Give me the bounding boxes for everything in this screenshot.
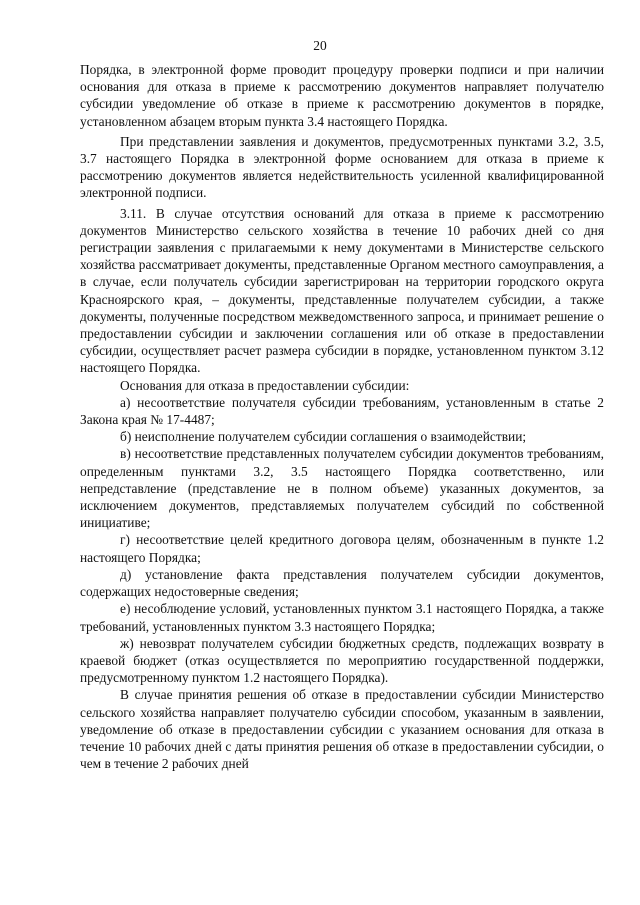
paragraph-continuation: Порядка, в электронной форме проводит процедуру проверки подписи и при наличии основания для отказа в приеме к рассмотрению документов направляет получателю субсидии уведомление об отказе в приеме к рассмотрению документов в порядке, установленном абзацем вторым пункта 3.4 настоящего Порядка. [80, 62, 604, 129]
list-item-v: в) несоответствие представленных получателем субсидии документов требованиям, определенным пунктами 3.2, 3.5 настоящего Порядка соответственно, или непредставление (представление не в полном объеме) указанных документов, за исключением документов, представляемых получателем субсидий по собственной инициативе; [80, 446, 604, 531]
page-number: 20 [313, 38, 327, 53]
paragraph-3-11: 3.11. В случае отсутствия оснований для отказа в приеме к рассмотрению документов Министерство сельского хозяйства в течение 10 рабочих дней со дня регистрации заявления с прилагаемыми к нему документами в Министерстве сельского хозяйства рассматривает документы, представленные Органом местного самоуправления, а в случае, если получатель субсидии зарегистрирован на территории городского округа Красноярского края, – документы, представленные получателем субсидии, а также документы, полученные посредством межведомственного запроса, и принимает решение о предоставлении субсидии и заключении соглашения или об отказе в предоставлении субсидии, осуществляет расчет размера субсидии в порядке, установленном пунктом 3.12 настоящего Порядка. [80, 205, 604, 376]
paragraph-electronic-signature: При представлении заявления и документов, предусмотренных пунктами 3.2, 3.5, 3.7 настоящего Порядка в электронной форме основанием для отказа в приеме к рассмотрению документов является недействительность усиленной квалифицированной электронной подписи. [80, 133, 604, 201]
list-item-e: е) несоблюдение условий, установленных пунктом 3.1 настоящего Порядка, а также требований, установленных пунктом 3.3 настоящего Порядка; [80, 601, 604, 634]
list-item-g: г) несоответствие целей кредитного договора целям, обозначенным в пункте 1.2 настоящего Порядка; [80, 532, 604, 565]
paragraph-refusal-grounds-heading: Основания для отказа в предоставлении субсидии: [120, 377, 410, 393]
list-item-zh: ж) невозврат получателем субсидии бюджетных средств, подлежащих возврату в краевой бюджет (отказ осуществляется по мероприятию государственной поддержки, предусмотренному пунктом 1.2 настоящего Порядка). [80, 635, 604, 686]
list-item-d: д) установление факта представления получателем субсидии документов, содержащих недостоверные сведения; [80, 566, 604, 600]
list-item-a: а) несоответствие получателя субсидии требованиям, установленным в статье 2 Закона края № 17-4487; [80, 394, 604, 428]
paragraph-refusal-decision: В случае принятия решения об отказе в предоставлении субсидии Министерство сельского хозяйства направляет получателю субсидии способом, указанным в заявлении, уведомление об отказе в предоставлении субсидии с указанием основания для отказа в течение 10 рабочих дней с даты принятия решения об отказе в предоставлении субсидии, о чем в течение 2 рабочих дней [80, 687, 604, 772]
page-body [80, 61, 604, 772]
list-item-b: б) неисполнение получателем субсидии соглашения о взаимодействии; [120, 429, 527, 445]
